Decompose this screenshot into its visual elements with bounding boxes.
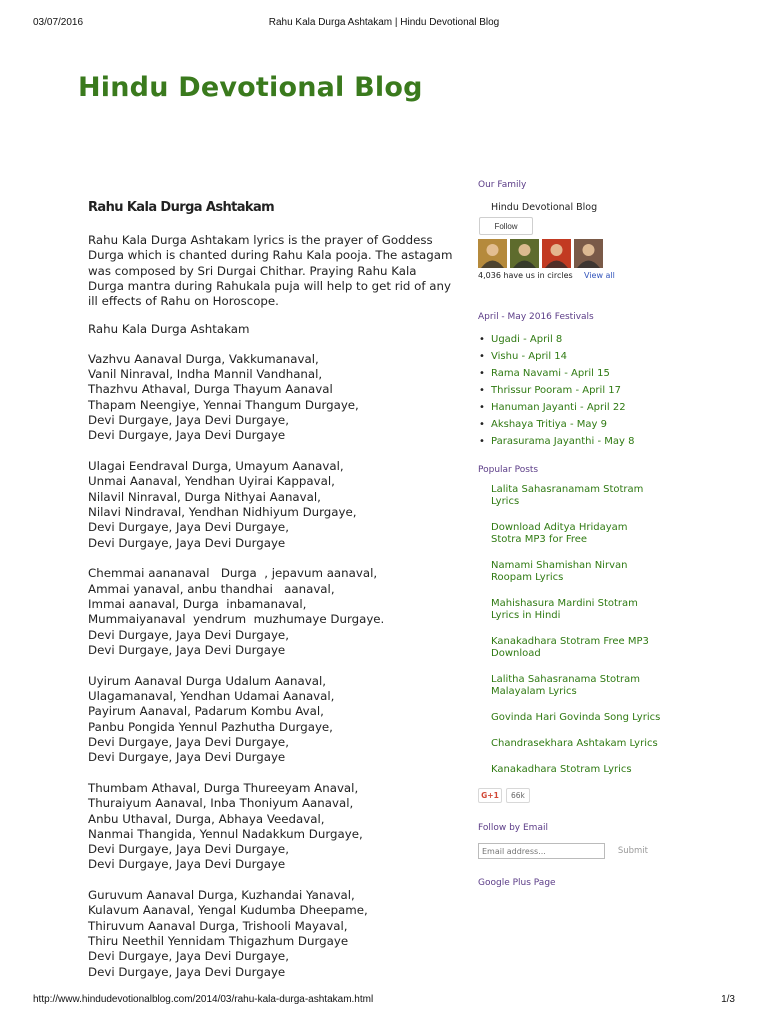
festival-link[interactable]: • Akshaya Tritiya - May 9 [478,416,648,433]
lyrics-line: Devi Durgaye, Jaya Devi Durgaye [88,642,286,657]
print-page-title: Rahu Kala Durga Ashtakam | Hindu Devotional Blog [268,17,500,28]
popular-posts-heading: Popular Posts [478,465,539,475]
lyrics-line: Anbu Uthaval, Durga, Abhaya Veedaval, [88,811,325,826]
lyrics-line: Ulagai Eendraval Durga, Umayum Aanaval, [88,459,344,474]
lyrics [88,352,453,980]
lyrics-line: Devi Durgaye, Jaya Devi Durgaye, [88,734,289,749]
popular-posts-list [491,484,661,776]
festival-list [478,331,648,450]
gplus-count: 66k [506,788,530,803]
lyrics-line: Thazhvu Athaval, Durga Thayum Aanaval [88,382,333,397]
email-form [478,843,648,859]
lyrics-line: Unmai Aanaval, Yendhan Uyirai Kappaval, [88,474,335,489]
lyrics-line: Nilavil Ninraval, Durga Nithyai Aanaval, [88,489,321,504]
view-all-link[interactable]: View all [584,271,615,280]
lyrics-line: Devi Durgaye, Jaya Devi Durgaye [88,964,286,979]
festival-link[interactable]: • Parasurama Jayanthi - May 8 [478,433,648,450]
lyrics-line: Payirum Aanaval, Padarum Kombu Aval, [88,704,324,719]
lyrics-line: Uyirum Aanaval Durga Udalum Aanaval, [88,673,326,688]
lyrics-line: Devi Durgaye, Jaya Devi Durgaye, [88,627,289,642]
popular-post-link[interactable]: Lalitha Sahasranama Stotram Malayalam Lyrics [491,674,641,697]
lyrics-line: Devi Durgaye, Jaya Devi Durgaye [88,750,286,765]
festival-link[interactable]: • Ugadi - April 8 [478,331,648,348]
festival-link[interactable]: • Rama Navami - April 15 [478,365,648,382]
festivals-heading: April - May 2016 Festivals [478,312,594,322]
print-header [33,17,735,31]
lyrics-stanza [88,459,453,551]
print-page-number: 1/3 [721,994,735,1005]
family-blog-name[interactable]: Hindu Devotional Blog [491,202,598,213]
lyrics-stanza [88,781,453,873]
festival-link[interactable]: • Vishu - April 14 [478,348,648,365]
lyrics-line: Thapam Neengiye, Yennai Thangum Durgaye, [88,397,359,412]
post-title: Rahu Kala Durga Ashtakam [88,200,275,215]
sidebar [478,180,661,888]
avatar[interactable] [510,239,539,268]
circles-text: 4,036 have us in circles [478,271,573,280]
popular-post-link[interactable]: Chandrasekhara Ashtakam Lyrics [491,738,658,749]
popular-post-link[interactable]: Kanakadhara Stotram Free MP3 Download [491,636,649,659]
post [88,200,453,995]
post-intro: Rahu Kala Durga Ashtakam lyrics is the prayer of Goddess Durga which is chanted during Rahu Kala pooja. The astagam was composed by Sri Durgai Chithar. Praying Rahu Kala Durga mantra during Rahukala puja will help to get rid of any ill effects of Rahu on Horoscope. [88,233,453,309]
lyrics-line: Devi Durgaye, Jaya Devi Durgaye [88,428,286,443]
print-footer [33,994,735,1008]
festival-link[interactable]: • Hanuman Jayanti - April 22 [478,399,648,416]
popular-post-link[interactable]: Kanakadhara Stotram Lyrics [491,764,632,775]
lyrics-stanza [88,888,453,980]
print-url: http://www.hindudevotionalblog.com/2014/03/rahu-kala-durga-ashtakam.html [33,994,374,1005]
follow-by-email-heading: Follow by Email [478,823,548,833]
lyrics-line: Vazhvu Aanaval Durga, Vakkumanaval, [88,351,319,366]
avatar[interactable] [574,239,603,268]
popular-post-link[interactable]: Lalita Sahasranamam Stotram Lyrics [491,484,644,507]
lyrics-line: Kulavum Aanaval, Yengal Kudumba Dheepame, [88,903,368,918]
lyrics-line: Mummaiyanaval yendrum muzhumaye Durgaye. [88,612,385,627]
lyrics-line: Devi Durgaye, Jaya Devi Durgaye [88,857,286,872]
submit-button[interactable]: Submit [617,846,648,856]
our-family-heading: Our Family [478,180,527,190]
popular-post-link[interactable]: Govinda Hari Govinda Song Lyrics [491,712,661,723]
email-field[interactable] [478,843,605,859]
follower-avatars [478,239,648,268]
lyrics-line: Chemmai aananaval Durga , jepavum aanaval, [88,566,378,581]
lyrics-line: Guruvum Aanaval Durga, Kuzhandai Yanaval, [88,888,355,903]
lyrics-line: Thiru Neethil Yennidam Thigazhum Durgaye [88,934,349,949]
lyrics-stanza [88,674,453,766]
lyrics-line: Vanil Ninraval, Indha Mannil Vandhanal, [88,367,323,382]
avatar[interactable] [542,239,571,268]
lyrics-line: Panbu Pongida Yennul Pazhutha Durgaye, [88,719,333,734]
lyrics-line: Ulagamanaval, Yendhan Udamai Aanaval, [88,688,335,703]
lyrics-stanza [88,352,453,444]
gplus-widget [478,788,648,803]
popular-post-link[interactable]: Mahishasura Mardini Stotram Lyrics in Hindi [491,598,638,621]
lyrics-line: Thumbam Athaval, Durga Thureeyam Anaval, [88,780,359,795]
lyrics-line: Thiruvum Aanaval Durga, Trishooli Mayaval, [88,918,348,933]
google-plus-page-heading: Google Plus Page [478,878,556,888]
lyrics-line: Thuraiyum Aanaval, Inba Thoniyum Aanaval, [88,796,354,811]
post-subheading: Rahu Kala Durga Ashtakam [88,322,250,337]
print-date: 03/07/2016 [33,17,84,28]
lyrics-stanza [88,566,453,658]
lyrics-line: Devi Durgaye, Jaya Devi Durgaye, [88,949,289,964]
festival-link[interactable]: • Thrissur Pooram - April 17 [478,382,648,399]
popular-post-link[interactable]: Namami Shamishan Nirvan Roopam Lyrics [491,560,628,583]
blog-title[interactable]: Hindu Devotional Blog [78,72,423,103]
popular-post-link[interactable]: Download Aditya Hridayam Stotra MP3 for Free [491,522,628,545]
lyrics-line: Ammai yanaval, anbu thandhai aanaval, [88,581,335,596]
circles-count [478,271,648,283]
lyrics-line: Devi Durgaye, Jaya Devi Durgaye [88,535,286,550]
lyrics-line: Nilavi Nindraval, Yendhan Nidhiyum Durgaye, [88,504,357,519]
gplus-button[interactable]: G+1 [478,788,502,803]
lyrics-line: Devi Durgaye, Jaya Devi Durgaye, [88,412,289,427]
lyrics-line: Nanmai Thangida, Yennul Nadakkum Durgaye, [88,826,363,841]
avatar[interactable] [478,239,507,268]
lyrics-line: Devi Durgaye, Jaya Devi Durgaye, [88,842,289,857]
follow-button[interactable]: Follow [479,217,533,235]
lyrics-line: Devi Durgaye, Jaya Devi Durgaye, [88,520,289,535]
lyrics-line: Immai aanaval, Durga inbamanaval, [88,596,307,611]
